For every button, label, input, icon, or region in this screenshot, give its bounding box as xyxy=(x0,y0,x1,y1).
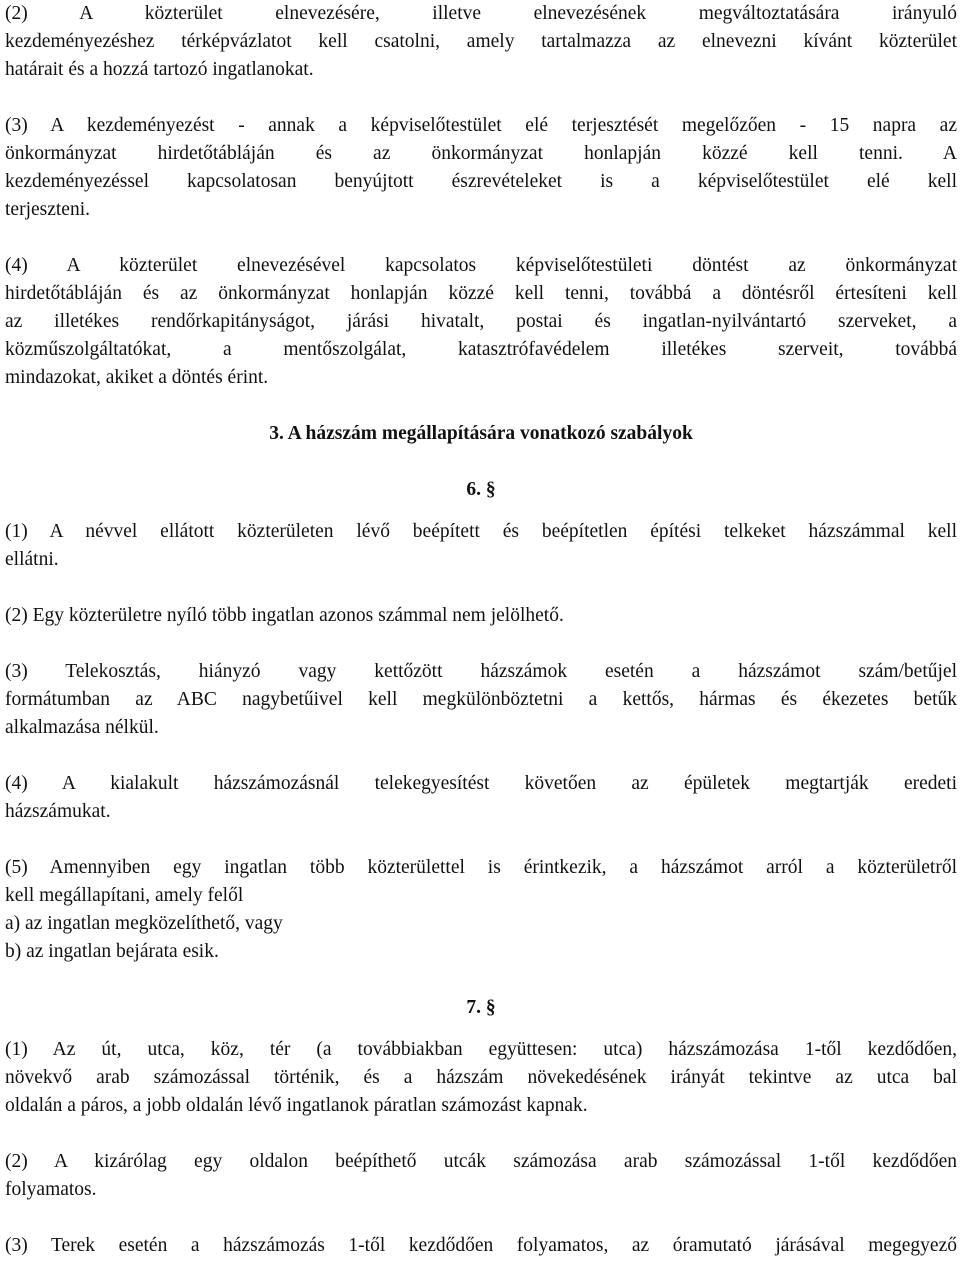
section-7-heading: 7. § xyxy=(466,997,496,1018)
paragraph-line: (2) A közterület elnevezésére, illetve elnevezésének megváltoztatására irányuló xyxy=(5,3,957,24)
paragraph-line: alkalmazása nélkül. xyxy=(5,717,159,738)
paragraph-line: hirdetőtábláján és az önkormányzat honlapján közzé kell tenni, továbbá a döntésről értesíteni kell xyxy=(5,283,957,304)
list-item: b) az ingatlan bejárata esik. xyxy=(5,941,219,962)
section-6-heading: 6. § xyxy=(466,479,496,500)
paragraph-line: (1) Az út, utca, köz, tér (a továbbiakban együttesen: utca) házszámozása 1-től kezdődően, xyxy=(5,1039,957,1060)
paragraph-line: ellátni. xyxy=(5,549,59,570)
paragraph-line: (2) Egy közterületre nyíló több ingatlan azonos számmal nem jelölhető. xyxy=(5,605,564,626)
paragraph-2 xyxy=(5,0,957,84)
paragraph-line: formátumban az ABC nagybetűivel kell megkülönböztetni a kettős, hármas és ékezetes betűk xyxy=(5,689,957,710)
paragraph-4 xyxy=(5,252,957,392)
section-6-paragraph-5 xyxy=(5,854,957,966)
paragraph-line: (2) A kizárólag egy oldalon beépíthető utcák számozása arab számozással 1-től kezdődően xyxy=(5,1151,957,1172)
paragraph-line: határait és a hozzá tartozó ingatlanokat. xyxy=(5,59,314,80)
paragraph-line: az illetékes rendőrkapitányságot, járási hivatalt, postai és ingatlan-nyilvántartó szerveket, a xyxy=(5,311,957,332)
paragraph-line: terjeszteni. xyxy=(5,199,90,220)
section-7-paragraph-2 xyxy=(5,1148,957,1204)
section-6-paragraph-1 xyxy=(5,518,957,574)
paragraph-line: (3) Terek esetén a házszámozás 1-től kezdődően folyamatos, az óramutató járásával megegyező xyxy=(5,1235,957,1256)
section-6-paragraph-3 xyxy=(5,658,957,742)
paragraph-line: (5) Amennyiben egy ingatlan több közterülettel is érintkezik, a házszámot arról a közterületről xyxy=(5,857,957,878)
paragraph-line: (3) Telekosztás, hiányzó vagy kettőzött házszámok esetén a házszámot szám/betűjel xyxy=(5,661,957,682)
paragraph-line: kezdeményezéshez térképvázlatot kell csatolni, amely tartalmazza az elnevezni kívánt közterület xyxy=(5,31,957,52)
paragraph-line: (4) A kialakult házszámozásnál telekegyesítést követően az épületek megtartják eredeti xyxy=(5,773,957,794)
section-7-paragraph-3 xyxy=(5,1232,957,1260)
paragraph-line: folyamatos. xyxy=(5,1179,97,1200)
list-item: a) az ingatlan megközelíthető, vagy xyxy=(5,913,283,934)
paragraph-line: (3) A kezdeményezést - annak a képviselőtestület elé terjesztését megelőzően - 15 napra az xyxy=(5,115,957,136)
document-page xyxy=(5,0,957,1260)
paragraph-line: oldalán a páros, a jobb oldalán lévő ingatlanok páratlan számozást kapnak. xyxy=(5,1095,588,1116)
section-6-paragraph-2 xyxy=(5,602,957,630)
section-7-paragraph-1 xyxy=(5,1036,957,1120)
paragraph-line: növekvő arab számozással történik, és a házszám növekedésének irányát tekintve az utca bal xyxy=(5,1067,957,1088)
section-6-paragraph-4 xyxy=(5,770,957,826)
paragraph-line: önkormányzat hirdetőtábláján és az önkormányzat honlapján közzé kell tenni. A xyxy=(5,143,957,164)
paragraph-line: (1) A névvel ellátott közterületen lévő beépített és beépítetlen építési telkeket házszámmal kell xyxy=(5,521,957,542)
paragraph-3 xyxy=(5,112,957,224)
paragraph-line: házszámukat. xyxy=(5,801,111,822)
paragraph-line: kezdeményezéssel kapcsolatosan benyújtott észrevételeket is a képviselőtestület elé kell xyxy=(5,171,957,192)
paragraph-line: kell megállapítani, amely felől xyxy=(5,885,244,906)
paragraph-line: (4) A közterület elnevezésével kapcsolatos képviselőtestületi döntést az önkormányzat xyxy=(5,255,957,276)
chapter-heading: 3. A házszám megállapítására vonatkozó szabályok xyxy=(269,423,693,444)
paragraph-line: közműszolgáltatókat, a mentőszolgálat, katasztrófavédelem illetékes szerveit, továbbá xyxy=(5,339,957,360)
paragraph-line: mindazokat, akiket a döntés érint. xyxy=(5,367,269,388)
